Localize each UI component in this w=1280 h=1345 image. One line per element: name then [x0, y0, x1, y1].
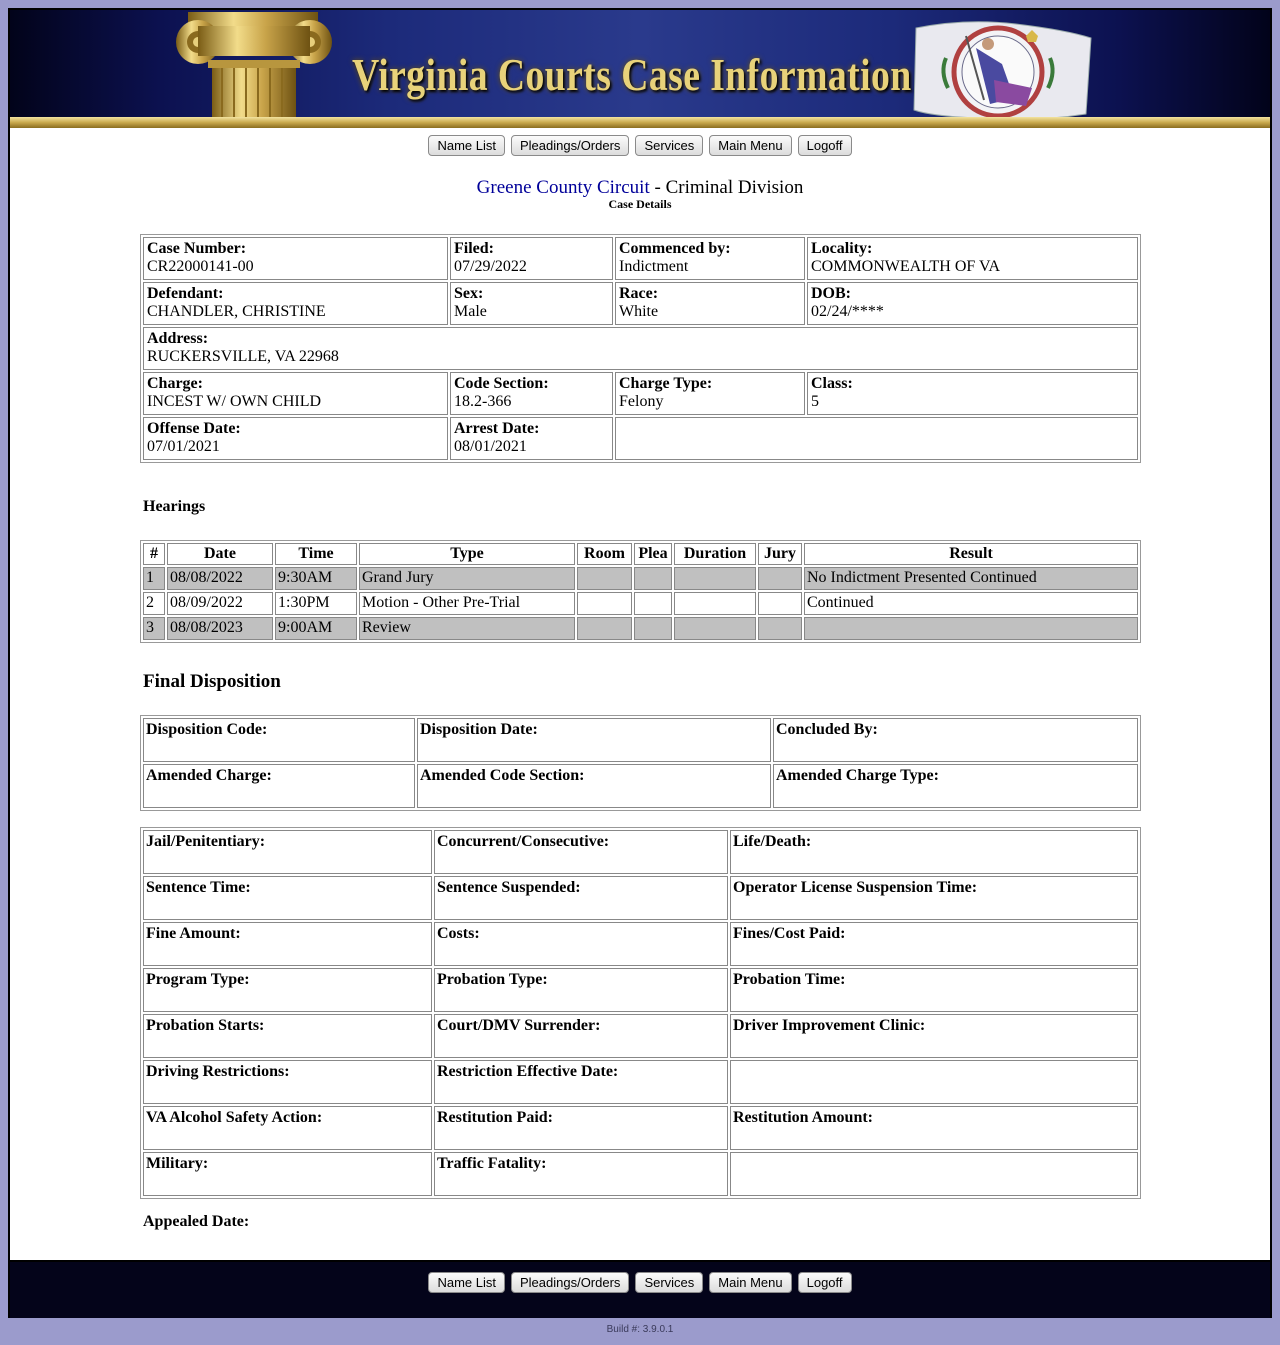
- hearing-cell: [758, 592, 802, 615]
- court-dmv-surrender-cell: Court/DMV Surrender:: [434, 1014, 728, 1058]
- empty-cell: [615, 417, 1138, 460]
- hearing-cell: 9:00AM: [275, 617, 357, 640]
- costs-cell: Costs:: [434, 922, 728, 966]
- case-info-table: [140, 234, 1141, 463]
- program-type-cell: Program Type:: [143, 968, 432, 1012]
- case-number-cell: Case Number: CR22000141-00: [143, 237, 448, 280]
- commenced-by-cell: Commenced by: Indictment: [615, 237, 805, 280]
- hearing-cell: Review: [359, 617, 575, 640]
- bottom-nav: [10, 1272, 1270, 1293]
- hearing-cell: 2: [143, 592, 165, 615]
- code-section-cell: Code Section: 18.2-366: [450, 372, 613, 415]
- hearing-cell: [577, 592, 632, 615]
- court-separator: -: [649, 177, 666, 198]
- col-plea-header: Plea: [634, 543, 672, 565]
- race-cell: Race: White: [615, 282, 805, 325]
- class-cell: Class: 5: [807, 372, 1138, 415]
- col-duration-header: Duration: [674, 543, 756, 565]
- col-type-header: Type: [359, 543, 575, 565]
- amended-code-section-cell: Amended Code Section:: [417, 764, 771, 808]
- hearing-cell: 08/09/2022: [167, 592, 273, 615]
- hearing-cell: 3: [143, 617, 165, 640]
- sentence-time-cell: Sentence Time:: [143, 876, 432, 920]
- col-room-header: Room: [577, 543, 632, 565]
- hearing-cell: [674, 592, 756, 615]
- charge-cell: Charge: INCEST W/ OWN CHILD: [143, 372, 448, 415]
- filed-cell: Filed: 07/29/2022: [450, 237, 613, 280]
- hearing-cell: 1: [143, 567, 165, 590]
- probation-time-cell: Probation Time:: [730, 968, 1138, 1012]
- hearing-cell: Motion - Other Pre-Trial: [359, 592, 575, 615]
- name-list-button[interactable]: Name List: [428, 1272, 505, 1293]
- dob-cell: DOB: 02/24/****: [807, 282, 1138, 325]
- appealed-date-label: Appealed Date:: [143, 1213, 250, 1230]
- hearing-cell: No Indictment Presented Continued: [804, 567, 1138, 590]
- court-name: Greene County Circuit: [476, 177, 650, 198]
- probation-starts-cell: Probation Starts:: [143, 1014, 432, 1058]
- restitution-paid-cell: Restitution Paid:: [434, 1106, 728, 1150]
- locality-cell: Locality: COMMONWEALTH OF VA: [807, 237, 1138, 280]
- driver-improvement-cell: Driver Improvement Clinic:: [730, 1014, 1138, 1058]
- case-details-subtitle: Case Details: [608, 197, 672, 211]
- arrest-date-cell: Arrest Date: 08/01/2021: [450, 417, 613, 460]
- footer-bar: [10, 1262, 1270, 1318]
- court-title: [10, 177, 1270, 199]
- sentence-suspended-cell: Sentence Suspended:: [434, 876, 728, 920]
- life-death-cell: Life/Death:: [730, 830, 1138, 874]
- hearing-cell: [577, 617, 632, 640]
- hearing-cell: 9:30AM: [275, 567, 357, 590]
- va-alcohol-cell: VA Alcohol Safety Action:: [143, 1106, 432, 1150]
- name-list-button[interactable]: Name List: [428, 135, 505, 156]
- amended-charge-type-cell: Amended Charge Type:: [773, 764, 1138, 808]
- hearing-cell: [758, 617, 802, 640]
- amended-charge-cell: Amended Charge:: [143, 764, 415, 808]
- hearing-cell: [634, 592, 672, 615]
- pleadings-orders-button[interactable]: Pleadings/Orders: [511, 135, 629, 156]
- defendant-cell: Defendant: CHANDLER, CHRISTINE: [143, 282, 448, 325]
- services-button[interactable]: Services: [635, 135, 703, 156]
- disposition-code-cell: Disposition Code:: [143, 718, 415, 762]
- disposition-date-cell: Disposition Date:: [417, 718, 771, 762]
- hearing-cell: Continued: [804, 592, 1138, 615]
- operator-license-cell: Operator License Suspension Time:: [730, 876, 1138, 920]
- traffic-fatality-cell: Traffic Fatality:: [434, 1152, 728, 1196]
- col-number-header: #: [143, 543, 165, 565]
- address-cell: Address: RUCKERSVILLE, VA 22968: [143, 327, 1138, 370]
- site-title: Virginia Courts Case Information: [352, 49, 912, 100]
- hearing-cell: 1:30PM: [275, 592, 357, 615]
- virginia-seal-icon: [906, 18, 1096, 120]
- fine-amount-cell: Fine Amount:: [143, 922, 432, 966]
- court-division: Criminal Division: [665, 177, 804, 198]
- military-cell: Military:: [143, 1152, 432, 1196]
- col-date-header: Date: [167, 543, 273, 565]
- sex-cell: Sex: Male: [450, 282, 613, 325]
- col-jury-header: Jury: [758, 543, 802, 565]
- main-menu-button[interactable]: Main Menu: [709, 1272, 791, 1293]
- site-header-banner: [10, 10, 1270, 120]
- table-row: [143, 617, 1138, 640]
- ionic-column-icon: [168, 10, 338, 120]
- main-menu-button[interactable]: Main Menu: [709, 135, 791, 156]
- hearings-header-row: [143, 543, 1138, 565]
- top-nav: [10, 135, 1270, 156]
- concluded-by-cell: Concluded By:: [773, 718, 1138, 762]
- empty-cell: [730, 1060, 1138, 1104]
- final-disposition-heading: Final Disposition: [143, 671, 281, 692]
- hearing-cell: [634, 567, 672, 590]
- hearing-cell: [758, 567, 802, 590]
- disposition-table: [140, 715, 1141, 811]
- pleadings-orders-button[interactable]: Pleadings/Orders: [511, 1272, 629, 1293]
- empty-cell: [730, 1152, 1138, 1196]
- jail-cell: Jail/Penitentiary:: [143, 830, 432, 874]
- hearing-cell: [634, 617, 672, 640]
- charge-type-cell: Charge Type: Felony: [615, 372, 805, 415]
- table-row: [143, 592, 1138, 615]
- driving-restrictions-cell: Driving Restrictions:: [143, 1060, 432, 1104]
- hearings-heading: Hearings: [143, 498, 206, 515]
- fines-cost-paid-cell: Fines/Cost Paid:: [730, 922, 1138, 966]
- hearing-cell: [804, 617, 1138, 640]
- header-gold-rule: [10, 117, 1270, 128]
- hearing-cell: 08/08/2023: [167, 617, 273, 640]
- logoff-button[interactable]: Logoff: [798, 1272, 852, 1293]
- hearing-cell: [674, 617, 756, 640]
- hearing-cell: [674, 567, 756, 590]
- col-result-header: Result: [804, 543, 1138, 565]
- col-time-header: Time: [275, 543, 357, 565]
- concurrent-cell: Concurrent/Consecutive:: [434, 830, 728, 874]
- sentence-table: [140, 827, 1141, 1199]
- logoff-button[interactable]: Logoff: [798, 135, 852, 156]
- build-number: Build #: 3.9.0.1: [606, 1324, 674, 1335]
- hearing-cell: Grand Jury: [359, 567, 575, 590]
- hearing-cell: 08/08/2022: [167, 567, 273, 590]
- services-button[interactable]: Services: [635, 1272, 703, 1293]
- probation-type-cell: Probation Type:: [434, 968, 728, 1012]
- hearing-cell: [577, 567, 632, 590]
- hearings-table: [140, 540, 1141, 643]
- offense-date-cell: Offense Date: 07/01/2021: [143, 417, 448, 460]
- table-row: [143, 567, 1138, 590]
- restitution-amount-cell: Restitution Amount:: [730, 1106, 1138, 1150]
- restriction-effective-cell: Restriction Effective Date:: [434, 1060, 728, 1104]
- main-content: [10, 128, 1270, 1260]
